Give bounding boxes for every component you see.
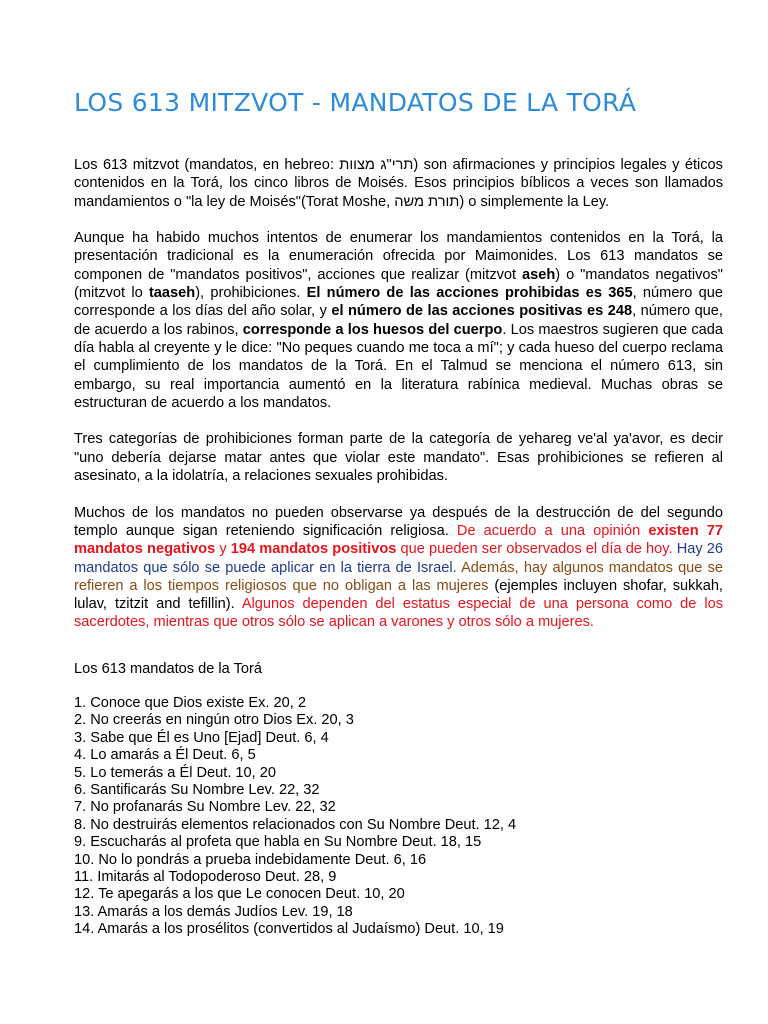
list-item: 3. Sabe que Él es Uno [Ejad] Deut. 6, 4 (74, 729, 329, 746)
paragraph-observance (74, 504, 723, 632)
red-bold-text: existen 77 mandatos negativos (74, 522, 723, 558)
list-item: 9. Escucharás al profeta que habla en Su Nombre Deut. 18, 15 (74, 834, 482, 851)
hebrew-text: תרי"ג מצוות (339, 157, 414, 173)
list-item: 6. Santificarás Su Nombre Lev. 22, 32 (74, 782, 320, 799)
red-bold-text: 194 mandatos positivos (230, 541, 397, 558)
paragraph-intro (74, 156, 723, 211)
bold-text: taaseh (148, 285, 196, 302)
list-title: Los 613 mandatos de la Torá (74, 661, 262, 677)
red-text: De acuerdo a una opinión (456, 522, 649, 539)
list-item: 8. No destruirás elementos relacionados con Su Nombre Deut. 12, 4 (74, 816, 517, 833)
bold-text: corresponde a los huesos del cuerpo (242, 321, 503, 338)
list-item: 2. No creerás en ningún otro Dios Ex. 20, 3 (74, 712, 354, 729)
list-item: 10. No lo pondrás a prueba indebidamente Deut. 6, 16 (74, 851, 427, 868)
red-text: y (215, 541, 231, 558)
list-item: 14. Amarás a los prosélitos (convertidos al Judaísmo) Deut. 10, 19 (74, 921, 504, 938)
list-item: 1. Conoce que Dios existe Ex. 20, 2 (74, 695, 307, 711)
text-span: Aunque ha habido muchos intentos de enumerar los mandamientos contenidos en la Torá, la presentación tradicional es la enumeración ofrecida por Maimonides. Los 613 mandatos se componen de "mandatos positivos", acciones que realizar (mitzvot (74, 230, 723, 283)
paragraph-categories: Tres categorías de prohibiciones forman parte de la categoría de yehareg ve'al ya'avor, es decir "uno debería dejarse matar antes que violar este mandato". Esas prohibiciones se refieren al asesinato, a la idolatría, a relaciones sexuales prohibidas. (74, 431, 723, 485)
paragraph-enumeration (74, 229, 723, 412)
list-item: 5. Lo temerás a Él Deut. 10, 20 (74, 764, 276, 781)
text-span: ) o "mandatos negativos"(mitzvot lo (74, 266, 723, 302)
page-title: LOS 613 MITZVOT - MANDATOS DE LA TORÁ (74, 88, 637, 117)
text-span: Muchos de los mandatos no pueden observarse ya después de la destrucción de del segundo templo aunque sigan reteniendo significación religiosa. (74, 504, 723, 539)
text-span: . Los maestros sugieren que cada día habla al creyente y le dice: "No peques cuando me toca a mí"; y cada hueso del cuerpo reclama el cumplimiento de los mandatos de la Torá. En el Talmud se menciona el número 613, sin embargo, su real importancia aumentó en la literatura rabínica medieval. Muchas obras se estructuran de acuerdo a los mandatos. (74, 321, 723, 411)
text-span: (ejemples incluyen shofar, sukkah, lulav, tzitzit and tefillin). (74, 577, 723, 613)
bold-text: el número de las acciones positivas es 248 (331, 303, 633, 320)
text-span: ) o simplemente la Ley. (459, 193, 610, 210)
document-body (74, 156, 723, 650)
bold-text: El número de las acciones prohibidas es 365 (306, 285, 633, 302)
text-span: ) son afirmaciones y principios legales y éticos contenidos en la Torá, los cinco libros de Moisés. Esos principios bíblicos a veces son llamados mandamientos o "la ley de Moisés"(Torat Moshe, (74, 157, 723, 210)
list-item: 12. Te apegarás a los que Le conocen Deut. 10, 20 (74, 886, 405, 903)
list-item: 13. Amarás a los demás Judíos Lev. 19, 18 (74, 903, 353, 920)
hebrew-text: תורת משה (394, 193, 460, 210)
list-item: 4. Lo amarás a Él Deut. 6, 5 (74, 747, 256, 764)
text-span: Los 613 mitzvot (mandatos, en hebreo: (74, 157, 340, 173)
red-text: Algunos dependen del estatus especial de una persona como de los sacerdotes, mientras que otros sólo se aplican a varones y otros sólo a mujeres. (74, 596, 723, 631)
text-span: , número que corresponde a los días del año solar, y (74, 285, 723, 320)
text-span: , número que, de acuerdo a los rabinos, (74, 303, 723, 338)
red-text: que pueden ser observados el día de hoy. (396, 541, 673, 558)
list-item: 7. No profanarás Su Nombre Lev. 22, 32 (74, 799, 336, 816)
list-item: 11. Imitarás al Todopoderoso Deut. 28, 9 (74, 869, 337, 886)
bold-text: aseh (522, 266, 556, 283)
text-span: ), prohibiciones. (195, 285, 307, 302)
mitzvot-list (74, 695, 516, 939)
blue-text: Hay 26 mandatos que sólo se puede aplicar en la tierra de Israel. (74, 541, 724, 576)
brown-text: Además, hay algunos mandatos que se refieren a los tiempos religiosos que no obligan a las mujeres (74, 559, 723, 594)
